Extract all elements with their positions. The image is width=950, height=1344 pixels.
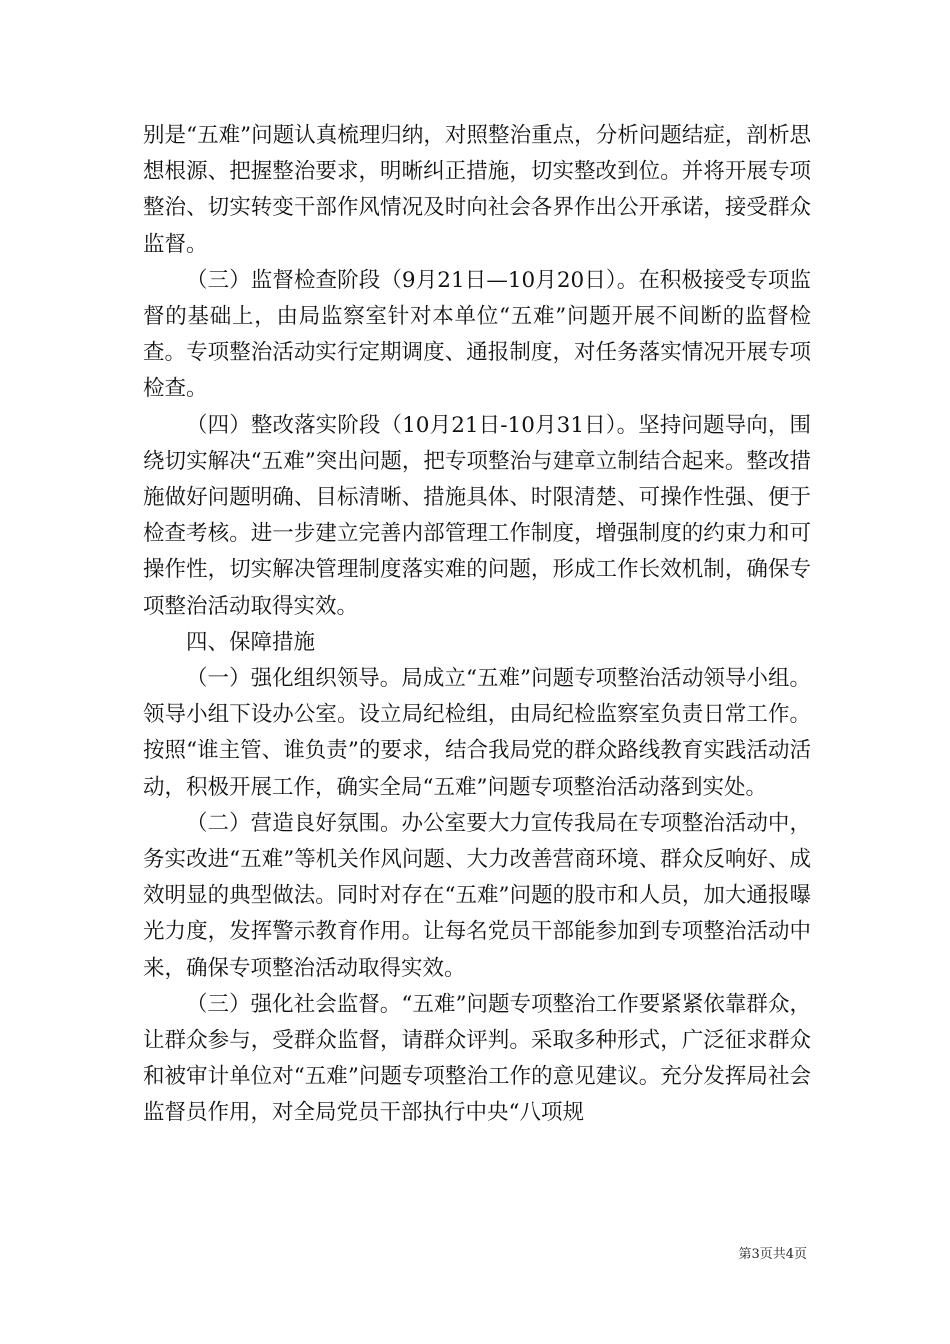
paragraph-social-supervision: （三）强化社会监督。“五难”问题专项整治工作要紧紧依靠群众，让群众参与，受群众监督，请群众评判。采取多种形式，广泛征求群众和被审计单位对“五难”问题专项整治工作的意见建议。充分发挥局社会监督员作用，对全局党员干部执行中央“八项规 (143, 991, 811, 1126)
section-heading-safeguards: 四、保障措施 (186, 629, 316, 655)
document-body (143, 118, 811, 1132)
paragraph-organization-leadership: （一）强化组织领导。局成立“五难”问题专项整治活动领导小组。领导小组下设办公室。设立局纪检组，由局纪检监察室负责日常工作。按照“谁主管、谁负责”的要求，结合我局党的群众路线教育实践活动活动，积极开展工作，确实全局“五难”问题专项整治活动落到实处。 (143, 666, 811, 800)
paragraph-supervision-stage: （三）监督检查阶段（9月21日—10月20日）。在积极接受专项监督的基础上，由局监察室针对本单位“五难”问题开展不间断的监督检查。专项整治活动实行定期调度、通报制度，对任务落实情况开展专项检查。 (143, 267, 811, 402)
paragraph-rectification-stage: （四）整改落实阶段（10月21日-10月31日）。坚持问题导向，围绕切实解决“五难”突出问题，把专项整治与建章立制结合起来。整改措施做好问题明确、目标清晰、措施具体、时限清楚、可操作性强、便于检查考核。进一步建立完善内部管理工作制度，增强制度的约束力和可操作性，切实解决管理制度落实难的问题，形成工作长效机制，确保专项整治活动取得实效。 (143, 412, 811, 619)
page-number-footer: 第3页共4页 (738, 1247, 807, 1262)
paragraph-atmosphere: （二）营造良好氛围。办公室要大力宣传我局在专项整治活动中，务实改进“五难”等机关作风问题、大力改善营商环境、群众反响好、成效明显的典型做法。同时对存在“五难”问题的股市和人员，加大通报曝光力度，发挥警示教育作用。让每名党员干部能参加到专项整治活动中来，确保专项整治活动取得实效。 (143, 810, 811, 981)
paragraph-continuation: 别是“五难”问题认真梳理归纳，对照整治重点，分析问题结症，剖析思想根源、把握整治要求，明晰纠正措施，切实整改到位。并将开展专项整治、切实转变干部作风情况及时向社会各界作出公开承诺，接受群众监督。 (143, 123, 811, 257)
